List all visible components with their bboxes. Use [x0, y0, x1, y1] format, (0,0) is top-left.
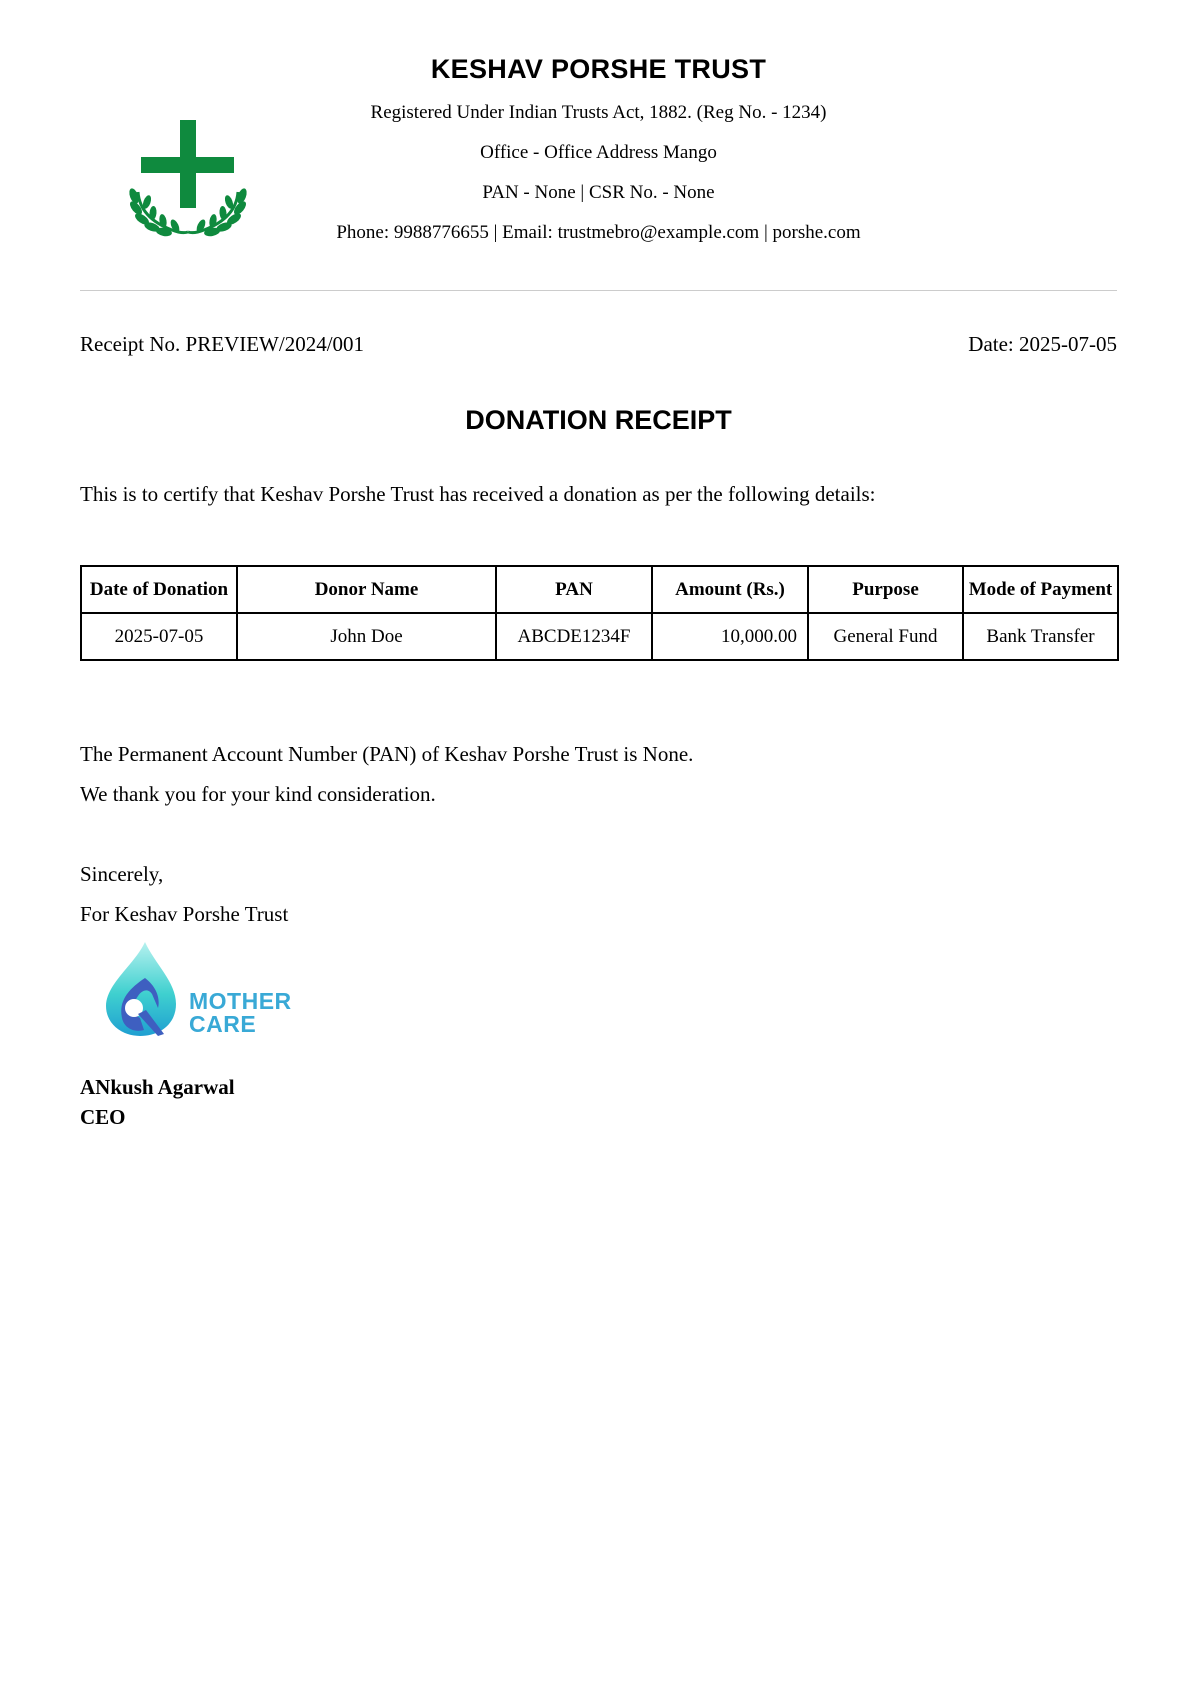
- signer-name: ANkush Agarwal: [80, 1075, 235, 1099]
- cell-date: 2025-07-05: [81, 613, 237, 660]
- col-header-amount: Amount (Rs.): [652, 566, 808, 613]
- trust-header: [80, 50, 1117, 250]
- header-divider: [80, 290, 1117, 291]
- col-header-date: Date of Donation: [81, 566, 237, 613]
- col-header-donor: Donor Name: [237, 566, 496, 613]
- signer-title: CEO: [80, 1105, 126, 1129]
- cell-mode: Bank Transfer: [963, 613, 1118, 660]
- col-header-pan: PAN: [496, 566, 652, 613]
- logo-wordmark: [189, 990, 292, 1036]
- intro-text: This is to certify that Keshav Porshe Trust has received a donation as per the following details:: [80, 482, 876, 506]
- trust-name: KESHAV PORSHE TRUST: [430, 54, 767, 84]
- table-header-row: [81, 566, 1118, 613]
- logo-line-care: CARE: [189, 1011, 257, 1037]
- on-behalf-line: For Keshav Porshe Trust: [80, 902, 289, 926]
- contact-line: Phone: 9988776655 | Email: trustmebro@example.com | porshe.com: [336, 222, 861, 243]
- office-line: Office - Office Address Mango: [480, 142, 717, 163]
- receipt-number: Receipt No. PREVIEW/2024/001: [80, 332, 365, 356]
- document-title: DONATION RECEIPT: [465, 405, 732, 435]
- table-row: [81, 613, 1118, 660]
- col-header-mode: Mode of Payment: [963, 566, 1118, 613]
- registration-line: Registered Under Indian Trusts Act, 1882. (Reg No. - 1234): [370, 102, 827, 123]
- logo-line-mother: MOTHER: [189, 988, 292, 1014]
- mother-care-logo: [100, 938, 292, 1040]
- receipt-date: Date: 2025-07-05: [968, 332, 1117, 356]
- cell-purpose: General Fund: [808, 613, 963, 660]
- cell-amount: 10,000.00: [652, 613, 808, 660]
- cell-donor: John Doe: [237, 613, 496, 660]
- donation-table: [80, 565, 1119, 661]
- closing-line: Sincerely,: [80, 862, 164, 886]
- pan-csr-line: PAN - None | CSR No. - None: [482, 182, 715, 203]
- cell-pan: ABCDE1234F: [496, 613, 652, 660]
- thanks-line: We thank you for your kind consideration.: [80, 782, 436, 806]
- col-header-purpose: Purpose: [808, 566, 963, 613]
- receipt-page: [80, 0, 1117, 1684]
- pan-statement: The Permanent Account Number (PAN) of Keshav Porshe Trust is None.: [80, 742, 694, 766]
